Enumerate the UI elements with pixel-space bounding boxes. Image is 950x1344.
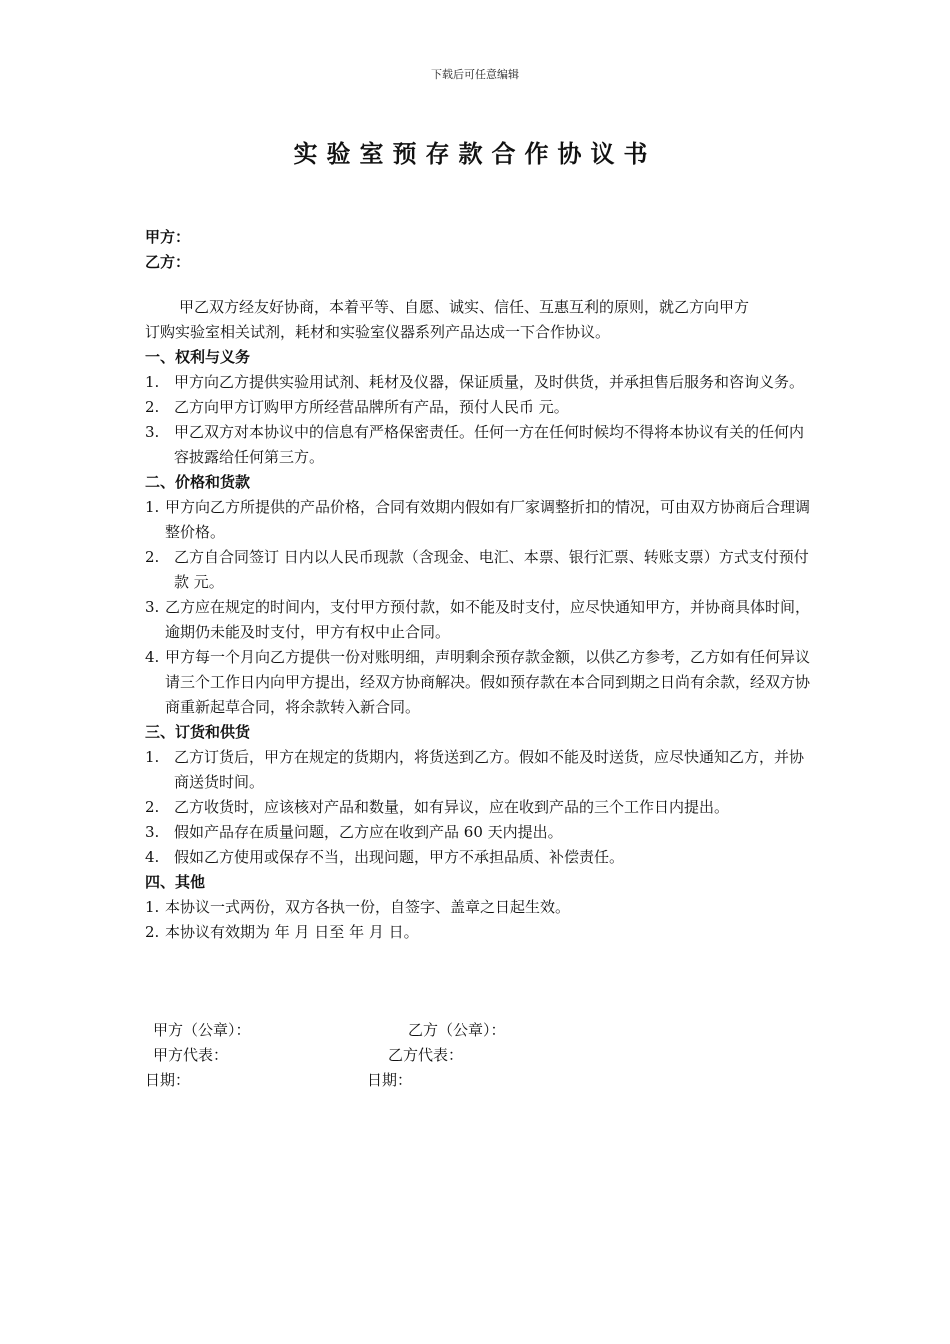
party-b-label: 乙方： [145,253,191,271]
agreement-body [145,225,810,945]
list-item [145,645,810,720]
item-text: 乙方订货后，甲方在规定的货期内，将货送到乙方。假如不能及时送货，应尽快通知乙方，并协商送货时间。 [174,748,805,791]
item-text: 乙方自合同签订 日内以人民币现款（含现金、电汇、本票、银行汇票、转账支票）方式支付预付款 元。 [174,548,809,591]
list-item [145,920,810,945]
item-number: 2. [145,798,160,816]
party-a-label: 甲方： [145,228,191,246]
header-note: 下载后可任意编辑 [431,68,519,81]
item-text: 本协议一式两份，双方各执一份，自签字、盖章之日起生效。 [165,898,571,916]
item-text: 甲乙双方对本协议中的信息有严格保密责任。任何一方在任何时候均不得将本协议有关的任何内容披露给任何第三方。 [174,423,805,466]
list-item [145,845,810,870]
party-a-seal-label: 甲方（公章）： [153,1021,251,1039]
list-item [145,820,810,845]
item-number: 4. [145,848,160,866]
date-row [145,1068,810,1093]
seal-row [145,1018,810,1043]
section-heading-rights: 一、权利与义务 [145,348,251,366]
item-number: 3. [145,823,160,841]
date-b-label: 日期： [367,1071,413,1089]
intro-line-2: 订购实验室相关试剂，耗材和实验室仪器系列产品达成一下合作协议。 [145,323,611,341]
list-item [145,745,810,795]
item-text: 乙方收货时，应该核对产品和数量，如有异议，应在收到产品的三个工作日内提出。 [174,798,730,816]
section-heading-ordering: 三、订货和供货 [145,723,251,741]
item-number: 2. [145,548,160,566]
party-b-rep-label: 乙方代表： [388,1046,464,1064]
item-number: 3. [145,423,160,441]
spacer [145,275,810,295]
item-number: 4. [145,648,160,666]
intro-line-1: 甲乙双方经友好协商，本着平等、自愿、诚实、信任、互惠互利的原则，就乙方向甲方 [179,298,750,316]
list-item [145,395,810,420]
item-number: 2. [145,923,160,941]
party-b-seal-label: 乙方（公章）： [408,1021,506,1039]
representative-row [145,1043,810,1068]
list-item [145,370,810,395]
list-item [145,495,810,545]
section-heading-price: 二、价格和货款 [145,473,251,491]
date-a-label: 日期： [145,1071,191,1089]
signature-block [145,1018,810,1093]
item-number: 1. [145,898,160,916]
list-item [145,795,810,820]
item-text: 甲方向乙方所提供的产品价格，合同有效期内假如有厂家调整折扣的情况，可由双方协商后合理调整价格。 [165,498,811,541]
item-text: 本协议有效期为 年 月 日至 年 月 日。 [165,923,419,941]
list-item [145,545,810,595]
item-number: 1. [145,748,160,766]
item-number: 3. [145,598,160,616]
item-number: 1. [145,498,160,516]
item-text: 甲方向乙方提供实验用试剂、耗材及仪器，保证质量，及时供货，并承担售后服务和咨询义务。 [174,373,805,391]
list-item [145,420,810,470]
item-number: 2. [145,398,160,416]
document-title: 实验室预存款合作协议书 [293,139,657,168]
list-item [145,895,810,920]
item-text: 甲方每一个月向乙方提供一份对账明细，声明剩余预存款金额，以供乙方参考，乙方如有任何异议请三个工作日内向甲方提出，经双方协商解决。假如预存款在本合同到期之日尚有余款，经双方协商重新起草合同，将余款转入新合同。 [165,648,811,716]
item-text: 假如产品存在质量问题，乙方应在收到产品 60 天内提出。 [174,823,563,841]
item-text: 乙方应在规定的时间内，支付甲方预付款，如不能及时支付，应尽快通知甲方，并协商具体时间，逾期仍未能及时支付，甲方有权中止合同。 [165,598,811,641]
item-number: 1. [145,373,160,391]
item-text: 假如乙方使用或保存不当，出现问题，甲方不承担品质、补偿责任。 [174,848,625,866]
list-item [145,595,810,645]
section-heading-other: 四、其他 [145,873,206,891]
party-a-rep-label: 甲方代表： [153,1046,229,1064]
item-text: 乙方向甲方订购甲方所经营品牌所有产品，预付人民币 元。 [174,398,569,416]
